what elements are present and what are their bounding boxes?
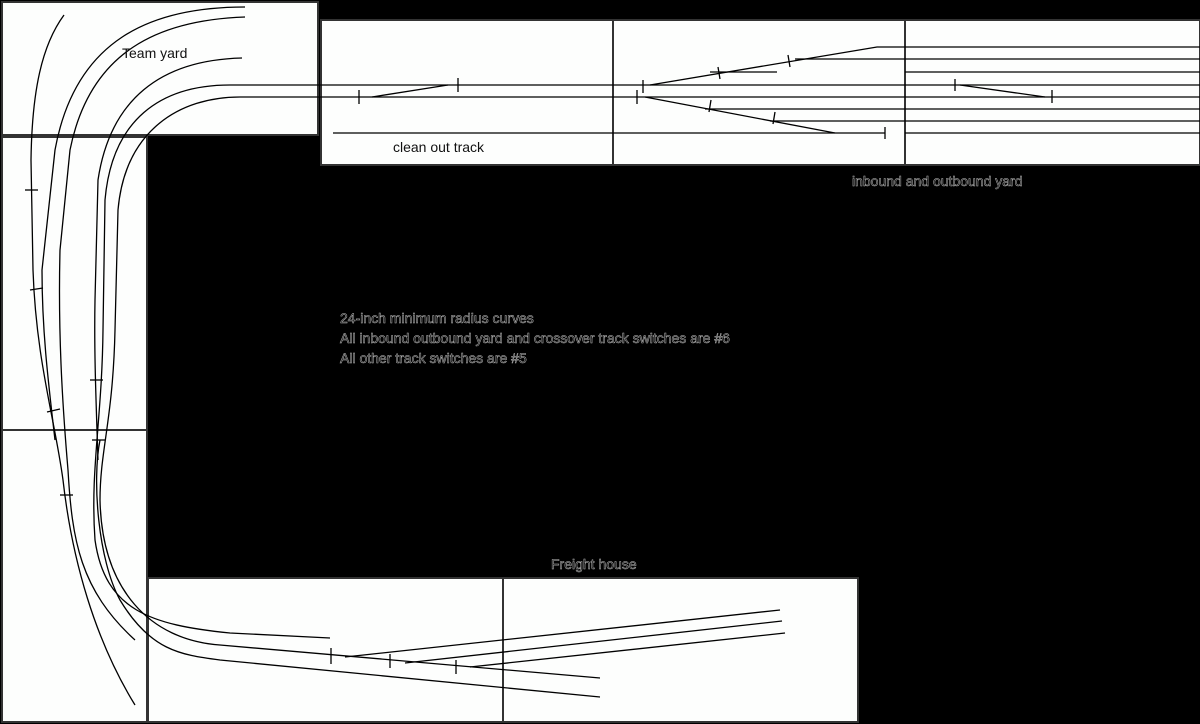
panel-yard-left (613, 20, 905, 165)
label-freight-house: Freight house (551, 556, 637, 572)
notes (340, 310, 730, 366)
note-line: All other track switches are #5 (340, 350, 527, 366)
panel-bottom-left (148, 578, 503, 722)
label-clean-out-track: clean out track (393, 139, 485, 155)
label-team-yard: Team yard (122, 45, 188, 61)
label-inbound-outbound-yard: inbound and outbound yard (852, 173, 1023, 189)
note-line: 24-inch minimum radius curves (340, 310, 534, 326)
panel-left-lower (2, 430, 147, 722)
panel-freight-house (503, 578, 858, 722)
benchwork-panels (2, 2, 1200, 722)
panel-left-upper (2, 137, 147, 430)
note-line: All inbound outbound yard and crossover track switches are #6 (340, 330, 730, 346)
panel-team-yard (2, 2, 318, 135)
